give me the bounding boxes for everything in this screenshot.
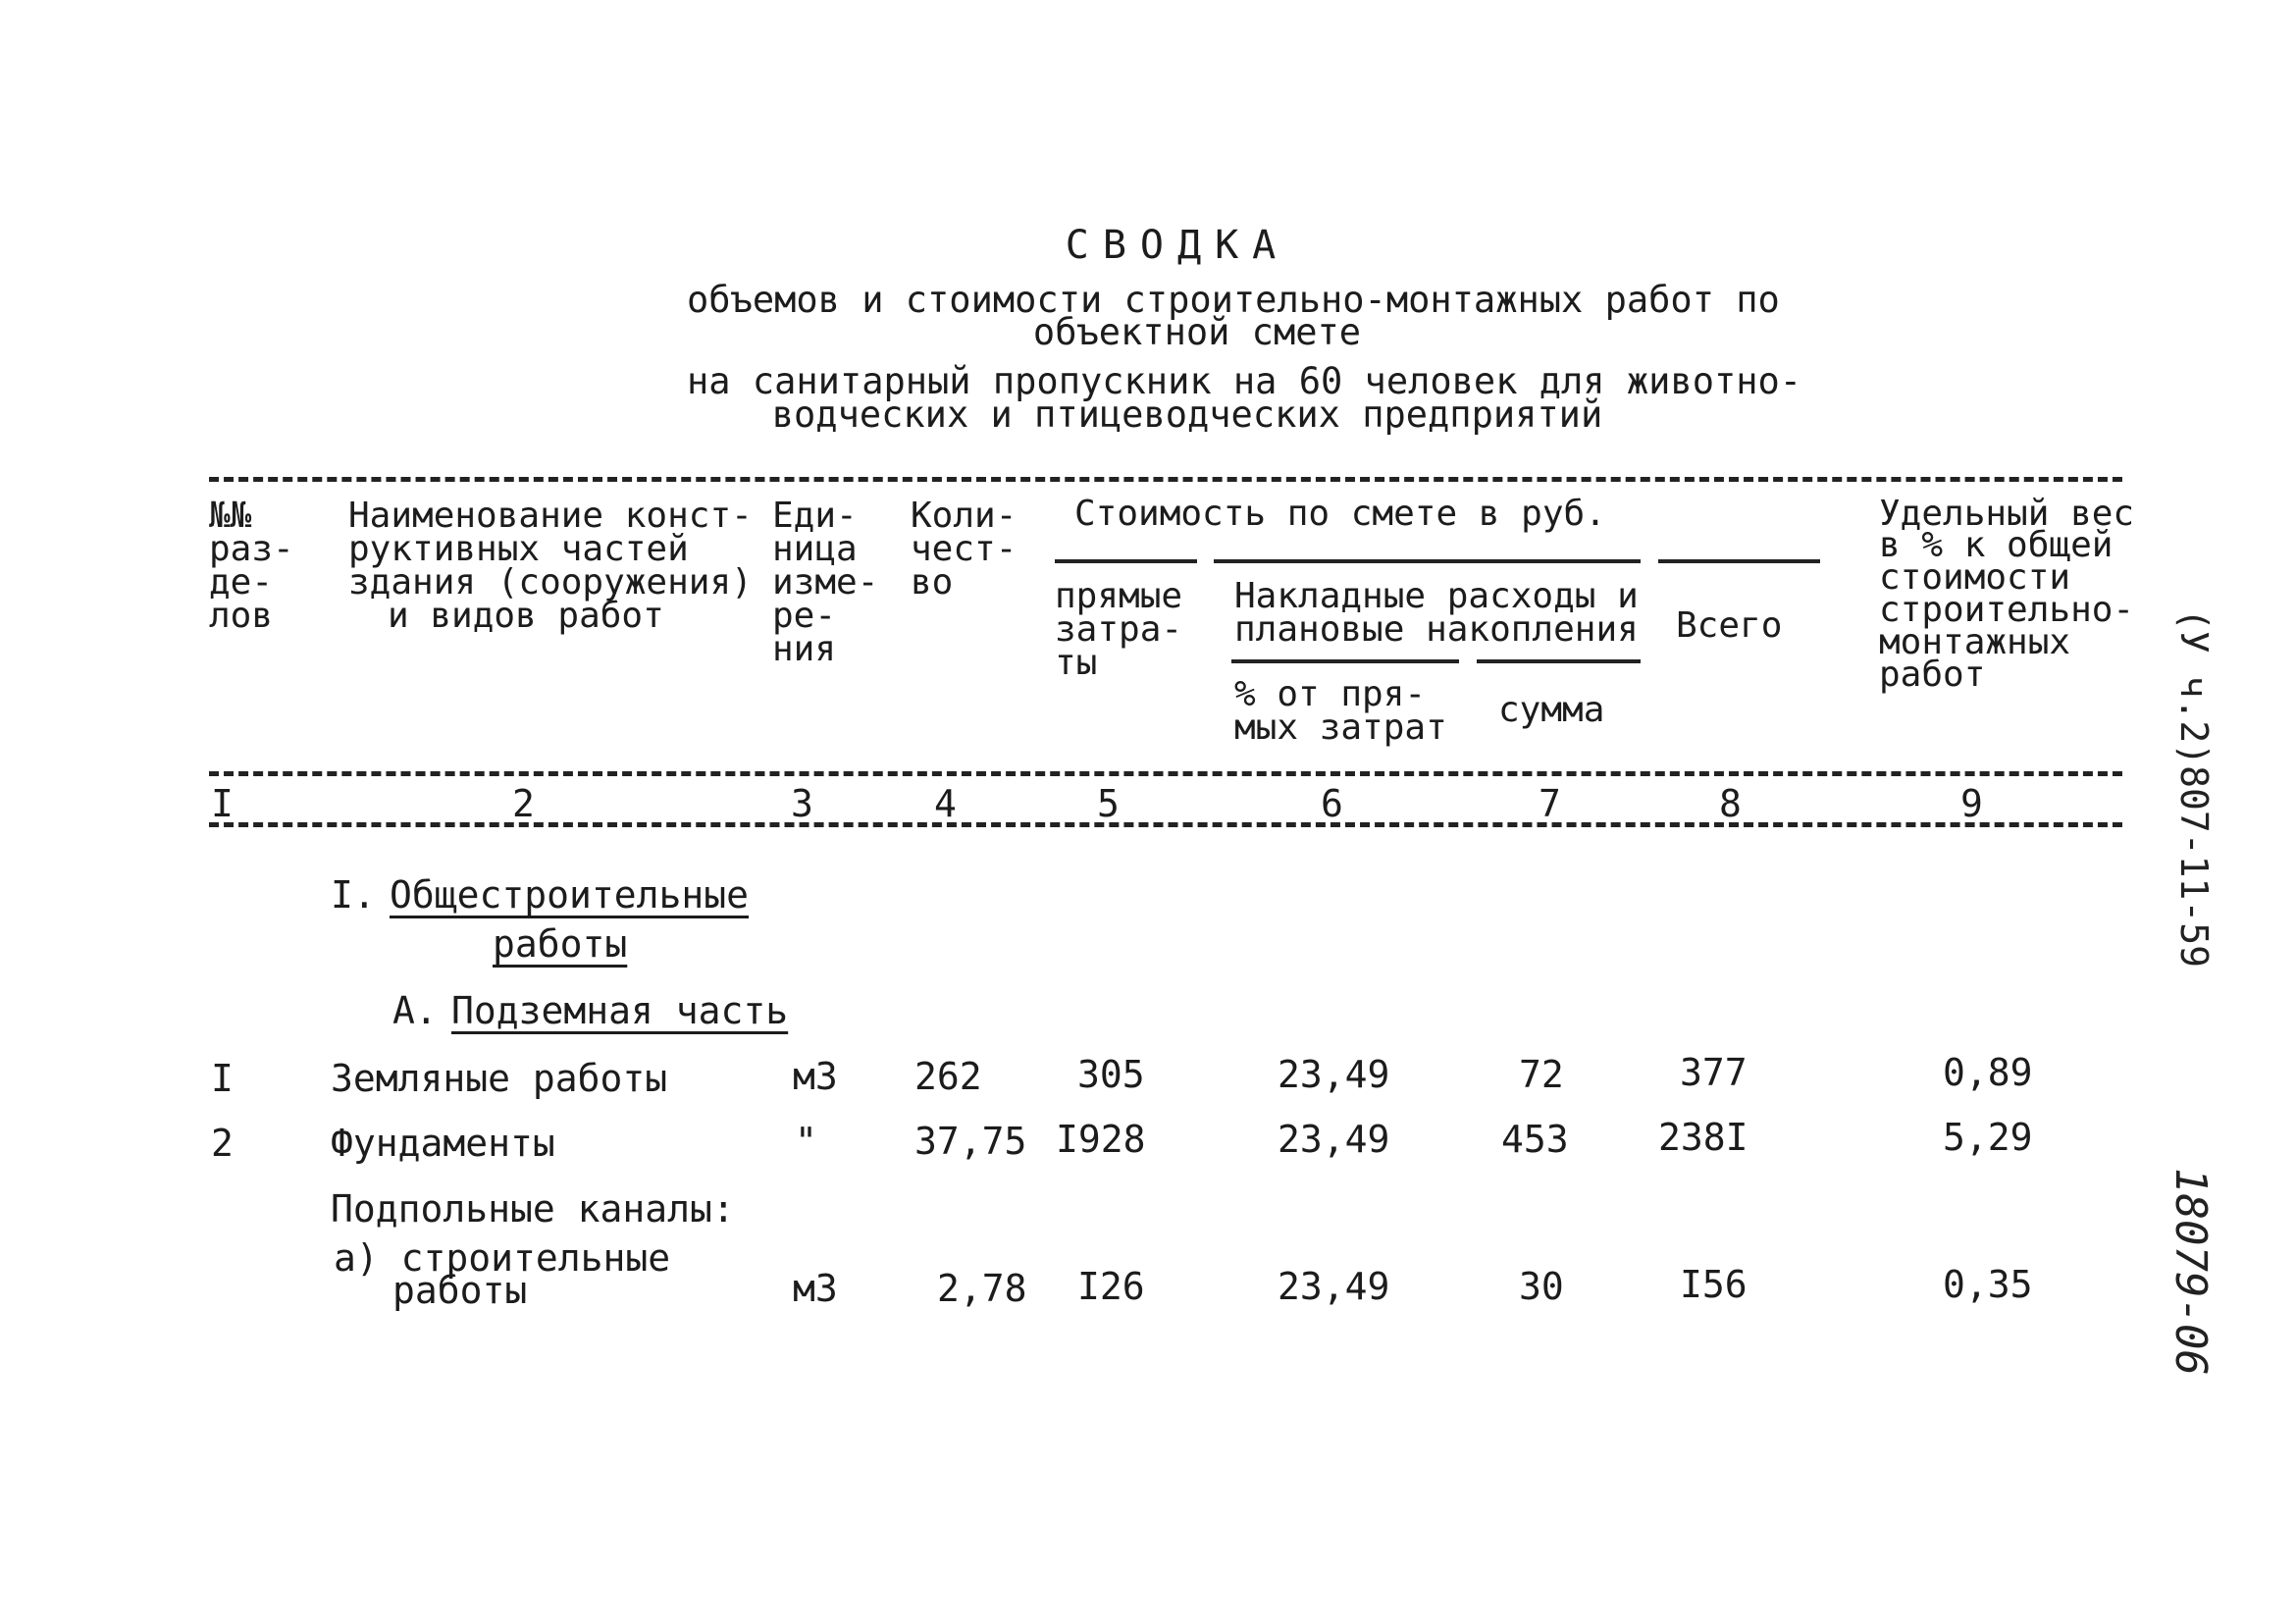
row-sum: 72	[1519, 1053, 1564, 1096]
header-text: изме-	[772, 562, 879, 602]
header-text: ты	[1055, 643, 1098, 683]
header-text: ния	[772, 629, 837, 669]
header-text: ре-	[772, 596, 837, 636]
row-direct-costs: I928	[1056, 1118, 1146, 1161]
row-sum: 30	[1519, 1265, 1564, 1308]
header-col-total: Всего	[1676, 605, 1783, 646]
header-text: Удельный вес	[1879, 494, 2135, 534]
header-text: лов	[209, 596, 274, 636]
header-text: Наименование конст-	[348, 496, 753, 536]
column-number: 2	[512, 782, 535, 825]
row-name: а) строительные	[334, 1236, 671, 1280]
row-share: 0,89	[1943, 1051, 2033, 1094]
header-text: монтажных	[1879, 622, 2071, 662]
object-line-2: водческих и птицеводческих предприятий	[771, 393, 1603, 436]
row-name: Фундаменты	[331, 1122, 555, 1165]
row-total: 238I	[1658, 1116, 1748, 1159]
cost-group-rule-3	[1658, 559, 1820, 563]
column-number: 3	[791, 782, 813, 825]
header-col-sum: сумма	[1498, 690, 1605, 730]
header-text: ница	[772, 529, 858, 569]
header-text: работ	[1879, 655, 1986, 695]
row-quantity: 37,75	[914, 1120, 1027, 1163]
row-number: I	[211, 1057, 234, 1100]
header-text: Еди-	[772, 496, 858, 536]
table-top-rule	[209, 477, 2122, 482]
row-sum: 453	[1501, 1118, 1569, 1161]
subtitle-line-2: объектной смете	[1032, 311, 1362, 353]
row-percent: 23,49	[1278, 1118, 1390, 1161]
column-number: 6	[1321, 782, 1343, 825]
header-text: в % к общей	[1879, 525, 2113, 565]
row-total: I56	[1680, 1263, 1748, 1306]
row-percent: 23,49	[1278, 1265, 1390, 1308]
row-percent: 23,49	[1278, 1053, 1390, 1096]
overhead-rule-1	[1231, 659, 1459, 663]
overhead-rule-2	[1477, 659, 1641, 663]
row-total: 377	[1680, 1051, 1748, 1094]
section-number: I.	[331, 873, 376, 917]
row-name: Земляные работы	[331, 1057, 668, 1100]
object-line-1: на санитарный пропускник на 60 человек для животно-	[687, 360, 1802, 402]
header-text: №№	[209, 496, 252, 536]
row-share: 0,35	[1943, 1263, 2033, 1306]
header-text: мых затрат	[1234, 707, 1447, 748]
header-text: % от пря-	[1234, 674, 1427, 714]
section-title-line-2: работы	[493, 922, 628, 966]
header-text: раз-	[209, 529, 294, 569]
header-text: и видов работ	[388, 596, 664, 636]
row-number: 2	[211, 1122, 234, 1165]
header-text: затра-	[1055, 609, 1183, 650]
header-text: плановые накопления	[1234, 609, 1639, 650]
row-name-continued: работы	[392, 1269, 528, 1312]
row-unit: "	[795, 1120, 817, 1163]
row-direct-costs: I26	[1077, 1265, 1145, 1308]
header-text: де-	[209, 562, 274, 602]
subsection-title: Подземная часть	[451, 989, 789, 1032]
subsection-letter: А.	[392, 989, 438, 1032]
section-title-line-1: Общестроительные	[390, 873, 750, 917]
header-text: стоимости	[1879, 557, 2071, 598]
column-number: 8	[1719, 782, 1742, 825]
header-text: прямые	[1055, 576, 1183, 616]
row-unit: м3	[793, 1055, 838, 1098]
column-number: 5	[1097, 782, 1120, 825]
row-quantity: 262	[914, 1055, 982, 1098]
margin-code-note: (У ч.2)807-11-59	[2172, 608, 2216, 969]
header-text: Коли-	[911, 496, 1018, 536]
row-quantity: 2,78	[937, 1267, 1027, 1310]
column-number: 7	[1539, 782, 1561, 825]
document-title: СВОДКА	[1065, 223, 1290, 268]
header-text: руктивных частей	[348, 529, 689, 569]
header-text: строительно-	[1879, 590, 2135, 630]
header-cost-group: Стоимость по смете в руб.	[1074, 494, 1606, 534]
cost-group-rule-1	[1055, 559, 1197, 563]
cost-group-rule-2	[1214, 559, 1641, 563]
column-numbers-bottom-rule	[209, 822, 2122, 827]
row-share: 5,29	[1943, 1116, 2033, 1159]
row-direct-costs: 305	[1077, 1053, 1145, 1096]
header-text: чест-	[911, 529, 1018, 569]
column-number: I	[211, 782, 234, 825]
header-text: Накладные расходы и	[1234, 576, 1639, 616]
column-numbers-top-rule	[209, 771, 2122, 776]
group-label: Подпольные каналы:	[331, 1187, 735, 1231]
header-text: во	[911, 562, 954, 602]
margin-number-note: 18079-06	[2166, 1168, 2216, 1376]
column-number: 9	[1960, 782, 1983, 825]
subtitle-line-1: объемов и стоимости строительно-монтажных работ по	[687, 279, 1780, 321]
column-number: 4	[934, 782, 957, 825]
header-text: здания (сооружения)	[348, 562, 753, 602]
row-unit: м3	[793, 1267, 838, 1310]
